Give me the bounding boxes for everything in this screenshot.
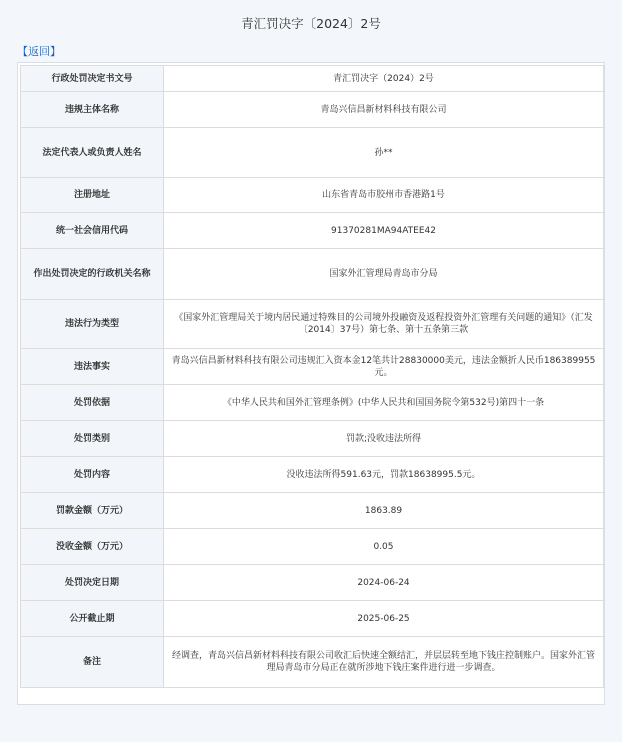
penalty-detail-panel xyxy=(17,62,605,705)
table-row-penalty-content xyxy=(21,457,604,493)
row-value: 1863.89 xyxy=(164,493,604,529)
page-title: 青汇罚决字〔2024〕2号 xyxy=(241,16,381,31)
row-label: 违法事实 xyxy=(21,349,164,385)
table-row-confiscation-amount xyxy=(21,529,604,565)
row-label: 备注 xyxy=(21,637,164,688)
table-row-violation-facts xyxy=(21,349,604,385)
row-value: 罚款;没收违法所得 xyxy=(164,421,604,457)
table-row-penalty-category xyxy=(21,421,604,457)
row-label: 统一社会信用代码 xyxy=(21,213,164,249)
row-label: 作出处罚决定的行政机关名称 xyxy=(21,249,164,300)
table-row-legal-representative xyxy=(21,128,604,178)
table-row-document-number xyxy=(21,66,604,92)
row-label: 行政处罚决定书文号 xyxy=(21,66,164,92)
row-value: 没收违法所得591.63元，罚款18638995.5元。 xyxy=(164,457,604,493)
row-value: 《国家外汇管理局关于境内居民通过特殊目的公司境外投融资及返程投资外汇管理有关问题的通知》（汇发〔2014〕37号）第七条、第十五条第三款 xyxy=(164,300,604,349)
row-value: 经调查，青岛兴信昌新材料科技有限公司收汇后快速全额结汇，并层层转至地下钱庄控制账户。国家外汇管理局青岛市分局正在就所涉地下钱庄案件进行进一步调查。 xyxy=(164,637,604,688)
row-value: 0.05 xyxy=(164,529,604,565)
table-row-subject-name xyxy=(21,92,604,128)
row-value: 山东省青岛市胶州市香港路1号 xyxy=(164,178,604,213)
row-value: 国家外汇管理局青岛市分局 xyxy=(164,249,604,300)
back-link[interactable]: 【返回】 xyxy=(17,45,61,58)
row-value: 孙** xyxy=(164,128,604,178)
table-row-remarks xyxy=(21,637,604,688)
row-label: 没收金额（万元） xyxy=(21,529,164,565)
row-value: 2024-06-24 xyxy=(164,565,604,601)
row-label: 处罚类别 xyxy=(21,421,164,457)
table-row-credit-code xyxy=(21,213,604,249)
row-label: 处罚内容 xyxy=(21,457,164,493)
row-label: 公开截止期 xyxy=(21,601,164,637)
row-label: 注册地址 xyxy=(21,178,164,213)
penalty-detail-table xyxy=(20,65,604,688)
table-row-violation-type xyxy=(21,300,604,349)
row-value: 《中华人民共和国外汇管理条例》(中华人民共和国国务院令第532号)第四十一条 xyxy=(164,385,604,421)
row-label: 处罚决定日期 xyxy=(21,565,164,601)
table-row-registered-address xyxy=(21,178,604,213)
table-row-penalty-basis xyxy=(21,385,604,421)
table-row-decision-date xyxy=(21,565,604,601)
row-value: 2025-06-25 xyxy=(164,601,604,637)
row-label: 违规主体名称 xyxy=(21,92,164,128)
table-row-fine-amount xyxy=(21,493,604,529)
row-label: 处罚依据 xyxy=(21,385,164,421)
table-row-disclosure-deadline xyxy=(21,601,604,637)
row-value: 91370281MA94ATEE42 xyxy=(164,213,604,249)
row-value: 青岛兴信昌新材料科技有限公司 xyxy=(164,92,604,128)
table-row-authority xyxy=(21,249,604,300)
row-label: 违法行为类型 xyxy=(21,300,164,349)
row-label: 法定代表人或负责人姓名 xyxy=(21,128,164,178)
row-label: 罚款金额（万元） xyxy=(21,493,164,529)
row-value: 青岛兴信昌新材料科技有限公司违规汇入资本金12笔共计28830000美元，违法金额折人民币186389955元。 xyxy=(164,349,604,385)
row-value: 青汇罚决字（2024）2号 xyxy=(164,66,604,92)
